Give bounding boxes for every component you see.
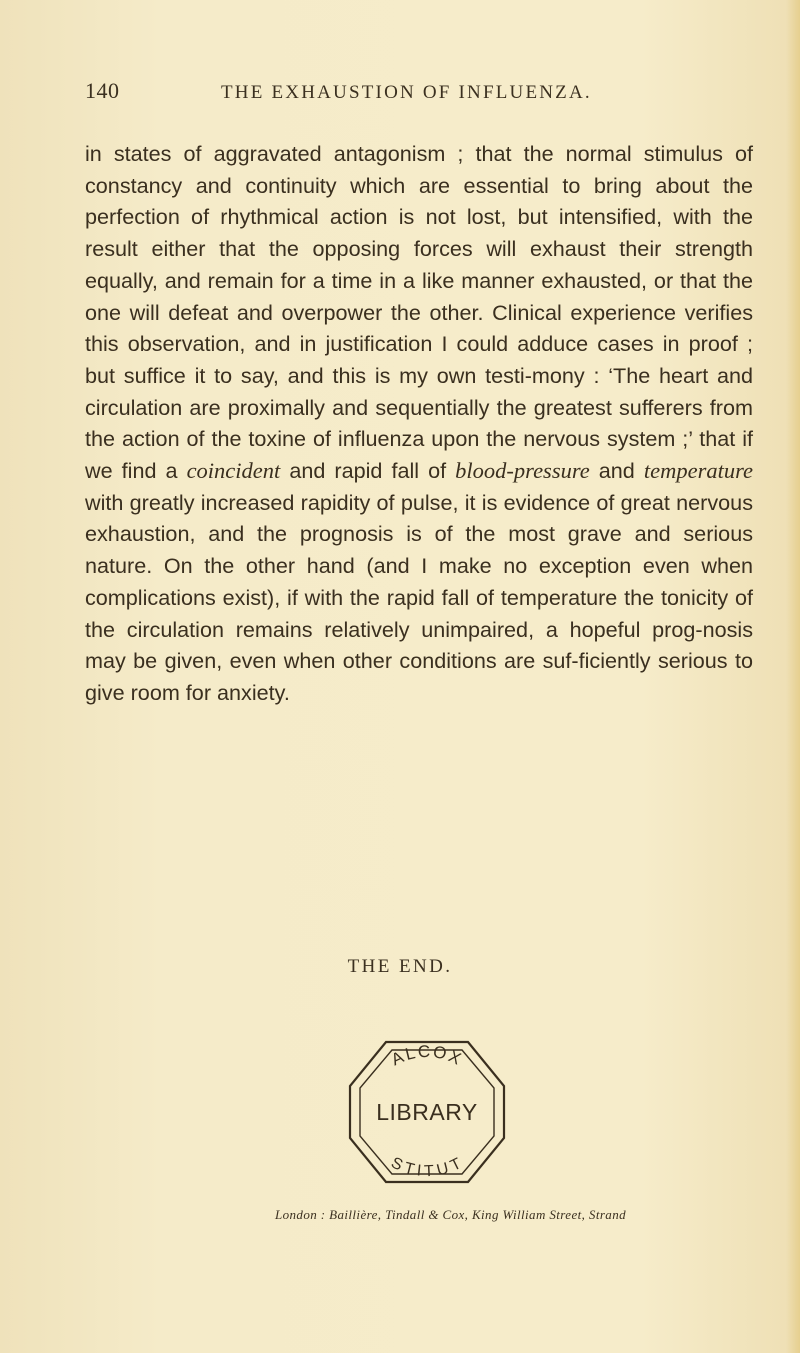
stamp-top-text: ALCOX: [388, 1041, 466, 1070]
page-number: 140: [85, 78, 120, 103]
body-paragraph: [85, 138, 753, 709]
stamp-center-text: LIBRARY: [376, 1099, 478, 1125]
the-end-heading: THE END.: [347, 956, 453, 977]
page-edge-shading: [786, 0, 800, 1353]
library-stamp: [340, 1024, 514, 1200]
running-head: THE EXHAUSTION OF INFLUENZA.: [221, 82, 592, 103]
italic-term: temperature: [643, 458, 753, 484]
text-segment: with greatly increased rapidity of pulse, it is evidence of great nervous exhaustion, and the prognosis is of the most grave and serious nature. On the other hand (and I make no exception even when complications exist), if with the rapid fall of temperature the tonicity of the circulation remains relatively unimpaired, a hopeful prog-nosis may be given, even when other conditions are suf-ficiently serious to give room for anxiety.: [85, 489, 753, 705]
body-text: [85, 138, 753, 709]
text-segment: and: [589, 458, 644, 484]
italic-term: coincident: [186, 458, 281, 484]
printer-imprint: London : Baillière, Tindall & Cox, King William Street, Strand: [275, 1207, 627, 1222]
stamp-bottom-text: STITUT: [388, 1154, 466, 1181]
page-header: [85, 78, 685, 118]
text-segment: and rapid fall of: [280, 458, 456, 484]
text-segment: in states of aggravated antagonism ; that the normal stimulus of constancy and continuity which are essential to bring about the perfection of rhythmical action is not lost, but intensified, with the result either that the opposing forces will exhaust their strength equally, and remain for a time in a like manner exhausted, or that the one will defeat and overpower the other. Clinical experience verifies this observation, and in justification I could adduce cases in proof ; but suffice it to say, and this is my own testi-mony : ‘The heart and circulation are proximally and sequentially the greatest sufferers from the action of the toxine of influenza upon the nervous system ;’ that if we find a: [85, 141, 753, 484]
italic-term: blood-pressure: [455, 458, 590, 484]
